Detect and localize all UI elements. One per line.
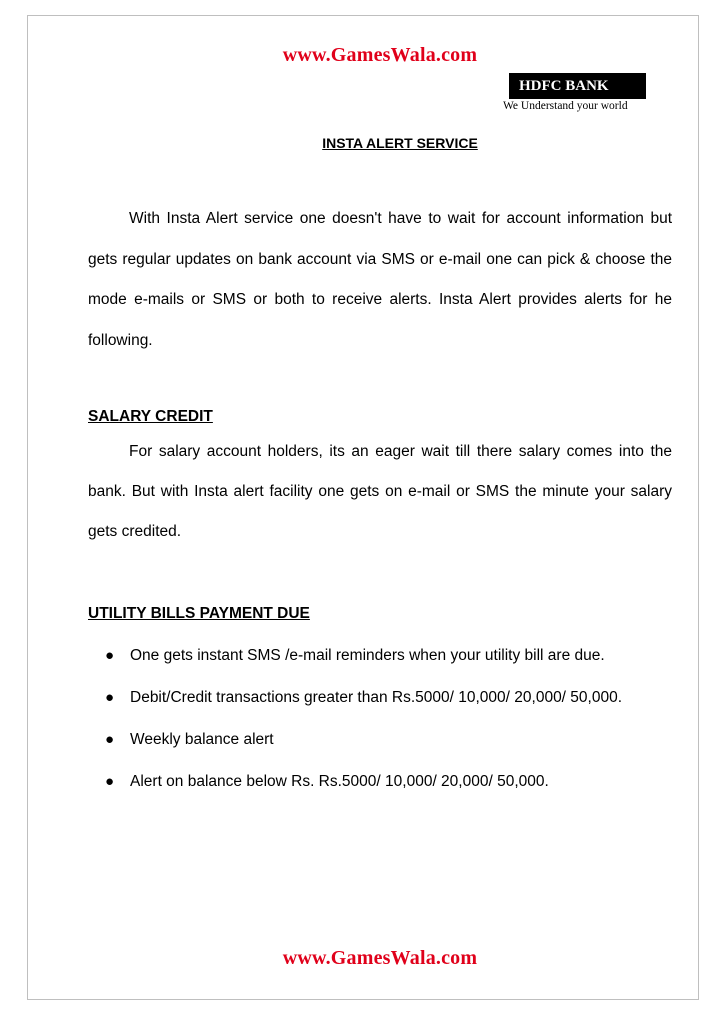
bank-tagline: We Understand your world xyxy=(503,100,628,112)
list-item-text: Debit/Credit transactions greater than Rs.5000/ 10,000/ 20,000/ 50,000. xyxy=(130,689,623,706)
list-item xyxy=(88,719,672,761)
utility-bills-list xyxy=(88,635,672,803)
bullet-icon: ● xyxy=(105,689,115,706)
bullet-icon: ● xyxy=(105,731,115,748)
footer-site-link[interactable]: www.GamesWala.com xyxy=(282,947,478,969)
salary-credit-paragraph: For salary account holders, its an eager wait till there salary comes into the bank. But with Insta alert facility one gets on e-mail or SMS the minute your salary gets credited. xyxy=(88,443,672,540)
section-heading-salary-credit: SALARY CREDIT xyxy=(88,408,213,425)
list-item-text: Weekly balance alert xyxy=(130,731,274,748)
list-item xyxy=(88,635,672,677)
list-item-text: Alert on balance below Rs. Rs.5000/ 10,000/ 20,000/ 50,000. xyxy=(130,773,549,790)
list-item-text: One gets instant SMS /e-mail reminders when your utility bill are due. xyxy=(130,647,605,664)
section-heading-utility-bills: UTILITY BILLS PAYMENT DUE xyxy=(88,605,310,622)
bullet-icon: ● xyxy=(105,773,115,790)
list-item xyxy=(88,761,672,803)
bullet-icon: ● xyxy=(105,647,115,664)
page-title: INSTA ALERT SERVICE xyxy=(322,135,478,151)
list-item xyxy=(88,677,672,719)
header-site-link[interactable]: www.GamesWala.com xyxy=(282,44,478,66)
intro-paragraph: With Insta Alert service one doesn't have to wait for account information but gets regular updates on bank account via SMS or e-mail one can pick & choose the mode e-mails or SMS or both to receive alerts. Insta Alert provides alerts for he following. xyxy=(88,210,672,349)
bank-logo-box: HDFC BANK xyxy=(509,73,646,99)
